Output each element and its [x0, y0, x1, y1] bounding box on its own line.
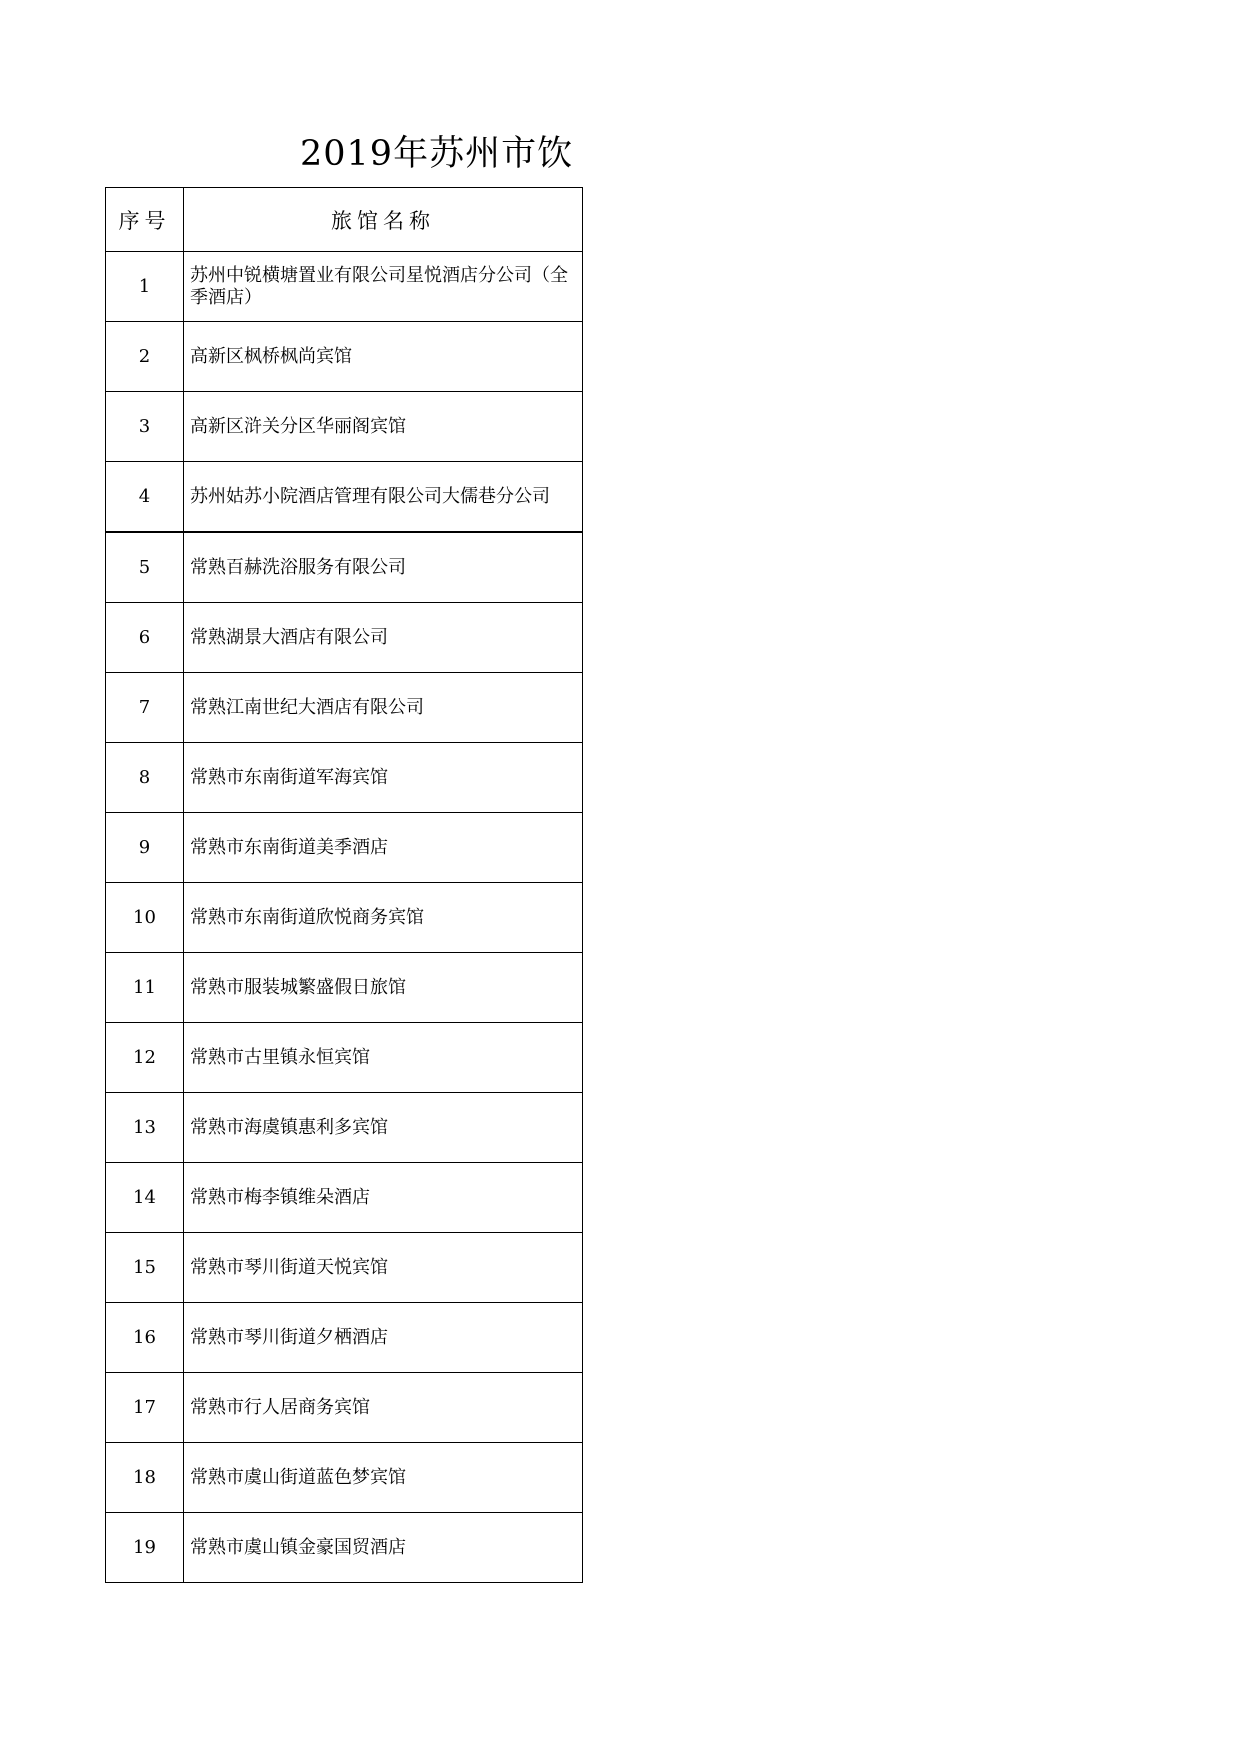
table-row	[106, 673, 583, 743]
row-number: 12	[106, 1023, 184, 1093]
table-row	[106, 1303, 583, 1373]
row-number: 13	[106, 1093, 184, 1163]
hotel-name: 常熟江南世纪大酒店有限公司	[184, 673, 583, 743]
row-number: 10	[106, 883, 184, 953]
hotel-name: 高新区枫桥枫尚宾馆	[184, 322, 583, 392]
row-number: 6	[106, 603, 184, 673]
hotel-name: 常熟湖景大酒店有限公司	[184, 603, 583, 673]
hotel-name: 常熟市梅李镇维朵酒店	[184, 1163, 583, 1233]
hotel-name: 常熟市东南街道军海宾馆	[184, 743, 583, 813]
table-row	[106, 532, 583, 603]
hotel-name: 常熟市虞山街道蓝色梦宾馆	[184, 1443, 583, 1513]
table-row	[106, 953, 583, 1023]
table-row	[106, 1163, 583, 1233]
table-row	[106, 1513, 583, 1583]
table-row	[106, 1373, 583, 1443]
hotel-name: 常熟市东南街道欣悦商务宾馆	[184, 883, 583, 953]
table-row	[106, 743, 583, 813]
hotel-name: 高新区浒关分区华丽阁宾馆	[184, 392, 583, 462]
table-row	[106, 252, 583, 322]
header-name: 旅馆名称	[184, 188, 583, 252]
row-number: 18	[106, 1443, 184, 1513]
row-number: 11	[106, 953, 184, 1023]
hotel-name: 常熟市海虞镇惠利多宾馆	[184, 1093, 583, 1163]
hotel-name: 苏州姑苏小院酒店管理有限公司大儒巷分公司	[184, 462, 583, 533]
table-row	[106, 462, 583, 533]
row-number: 15	[106, 1233, 184, 1303]
hotel-table	[105, 187, 583, 1583]
hotel-name: 常熟市东南街道美季酒店	[184, 813, 583, 883]
table-header-row	[106, 188, 583, 252]
page-title: 2019年苏州市饮	[300, 134, 574, 174]
hotel-name: 常熟百赫洗浴服务有限公司	[184, 532, 583, 603]
table-row	[106, 322, 583, 392]
table-row	[106, 1023, 583, 1093]
hotel-name: 常熟市行人居商务宾馆	[184, 1373, 583, 1443]
row-number: 4	[106, 462, 184, 533]
row-number: 8	[106, 743, 184, 813]
hotel-name: 常熟市古里镇永恒宾馆	[184, 1023, 583, 1093]
hotel-name: 常熟市琴川街道夕栖酒店	[184, 1303, 583, 1373]
row-number: 19	[106, 1513, 184, 1583]
table-row	[106, 883, 583, 953]
hotel-name: 常熟市服装城繁盛假日旅馆	[184, 953, 583, 1023]
title-clip	[300, 126, 588, 182]
row-number: 3	[106, 392, 184, 462]
row-number: 16	[106, 1303, 184, 1373]
hotel-name: 苏州中锐横塘置业有限公司星悦酒店分公司（全季酒店）	[184, 252, 583, 322]
hotel-name: 常熟市琴川街道天悦宾馆	[184, 1233, 583, 1303]
row-number: 1	[106, 252, 184, 322]
row-number: 17	[106, 1373, 184, 1443]
table-row	[106, 603, 583, 673]
row-number: 5	[106, 532, 184, 603]
header-no: 序号	[106, 188, 184, 252]
table-row	[106, 1093, 583, 1163]
row-number: 14	[106, 1163, 184, 1233]
table-row	[106, 1443, 583, 1513]
row-number: 9	[106, 813, 184, 883]
table-row	[106, 1233, 583, 1303]
table-row	[106, 813, 583, 883]
row-number: 7	[106, 673, 184, 743]
row-number: 2	[106, 322, 184, 392]
table-row	[106, 392, 583, 462]
hotel-name: 常熟市虞山镇金豪国贸酒店	[184, 1513, 583, 1583]
